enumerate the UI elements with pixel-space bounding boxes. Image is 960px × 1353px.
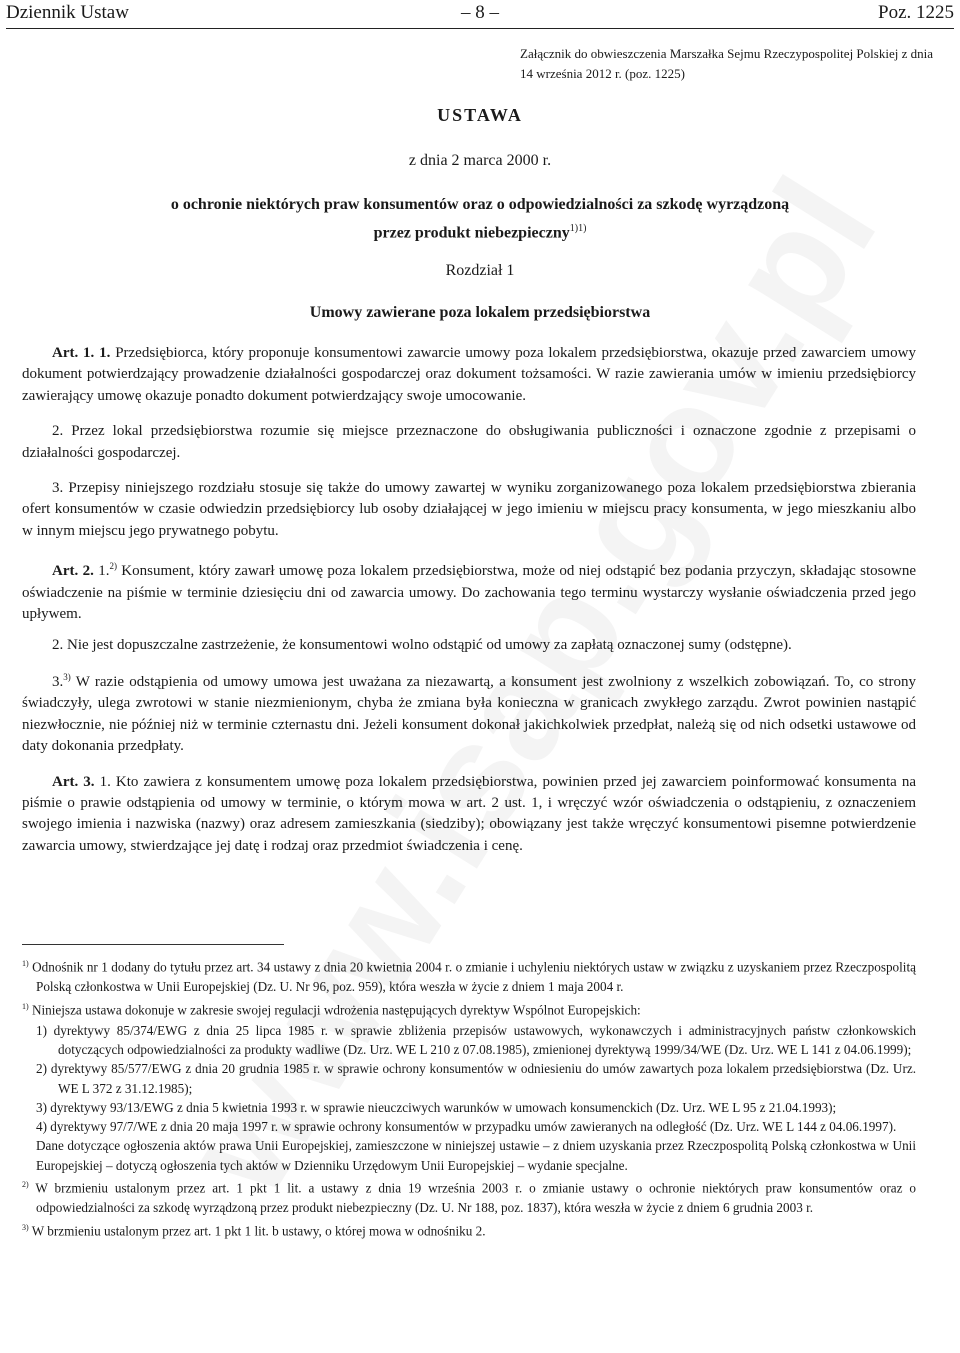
article-num: 1. [93, 563, 110, 580]
footnote-text: W brzmieniu ustalonym przez art. 1 pkt 1 lit. b ustawy, o której mowa w odnośniku 2. [28, 1223, 486, 1239]
footnote-text: Odnośnik nr 1 dodany do tytułu przez art. 34 ustawy z dnia 20 kwietnia 2004 r. o zmianie i uchyleniu niektórych ustaw w związku z uzyskaniem przez Rzeczpospolitą Polską członkostwa w Unii Europejskiej (Dz. U. Nr 96, poz. 959), która weszła w życie z dniem 1 maja 2004 r. [28, 959, 916, 994]
article-text: Przedsiębiorca, który proponuje konsumentowi zawarcie umowy poza lokalem przedsiębiorstwa, okazuje przed zawarciem umowy dokument potwierdzający prowadzenie działalności gospodarczej oraz dokument tożsamości. W razie zawierania umów w imieniu przedsiębiorcy zawierający umowę okazuje ponadto dokument potwierdzający swoje umocowanie. [22, 345, 916, 404]
footnote-mark: 1) [22, 1001, 29, 1011]
footnote [22, 1218, 916, 1241]
article-1-par-3 [22, 478, 916, 542]
article-lead: Art. 2. [52, 563, 94, 580]
annex-note: Załącznik do obwieszczenia Marszałka Sejmu Rzeczypospolitej Polskiej z dnia 14 września 2012 r. (poz. 1225) [520, 46, 933, 81]
journal-name: Dziennik Ustaw [6, 2, 129, 23]
footnote-mark: 3) [22, 1223, 29, 1233]
footnote-ref: 3) [63, 671, 71, 682]
article-lead: Art. 1. 1. [52, 345, 111, 361]
article-text: 3. Przepisy niniejszego rozdziału stosuje się także do umowy zawartej w wyniku zorganizowanego poza lokalem przedsiębiorstwa zbierania ofert konsumentów w czasie odwiedzin przedsiębiorcy lub osoby działającej w jego imieniu w miejscu pracy konsumenta, w jego mieszkaniu albo w innym miejscu jego prywatnego pobytu. [22, 480, 916, 539]
article-lead: Art. 3. [52, 773, 95, 790]
act-type-title: USTAWA [437, 105, 523, 125]
article-1-par-2 [22, 421, 916, 464]
footnote-directive: 4) dyrektywy 97/7/WE z dnia 20 maja 1997 r. w sprawie ochrony konsumentów w przypadku umów zawieranych na odległość (Dz. Urz. WE L 144 z 04.06.1997). [36, 1119, 897, 1135]
footnote-directive: 3) dyrektywy 93/13/EWG z dnia 5 kwietnia 1993 r. w sprawie nieuczciwych warunków w umowach konsumenckich (Dz. Urz. WE L 95 z 21.04.1993); [36, 1099, 837, 1115]
footnote-text: W brzmieniu ustalonym przez art. 1 pkt 1 lit. a ustawy z dnia 19 września 2003 r. o zmianie ustawy o ochronie niektórych praw konsumentów oraz o odpowiedzialności za szkodę wyrządzoną przez produkt niebezpieczny (Dz. U. Nr 188, poz. 1837), która weszła w życie z dniem 6 grudnia 2003 r. [28, 1180, 916, 1215]
footnote-note: Dane dotyczące ogłoszenia aktów prawa Unii Europejskiej, zamieszczone w niniejszej ustawie – z dniem uzyskania przez Rzeczpospolitą Polską członkostwa w Unii Europejskiej – dotyczą ogłoszenia tych aktów w Dzienniku Urzędowym Unii Europejskiej – wydanie specjalne. [36, 1138, 916, 1173]
act-subject [60, 193, 900, 245]
article-2-par-1 [22, 556, 916, 625]
act-body [22, 343, 916, 871]
position-number: Poz. 1225 [878, 2, 954, 23]
chapter-title: Umowy zawierane poza lokalem przedsiębiorstwa [309, 304, 651, 321]
page-number: – 8 – [461, 2, 499, 23]
footnote [22, 997, 916, 1020]
footnotes [22, 954, 916, 1242]
chapter-label: Rozdział 1 [445, 262, 515, 279]
footnote-divider [22, 944, 284, 945]
page-header [6, 0, 954, 29]
footnote-directive: 1) dyrektywy 85/374/EWG z dnia 25 lipca 1985 r. w sprawie zbliżenia przepisów ustawowych, wykonawczych i administracyjnych państw członkowskich dotyczących odpowiedzialności za produkty wadliwe (Dz. Urz. WE L 210 z 07.08.1985), zmienionej dyrektywą 1999/34/WE (Dz. Urz. WE L 141 z 04.06.1999); [36, 1022, 916, 1057]
act-subject-line1: o ochronie niektórych praw konsumentów oraz o odpowiedzialności za szkodę wyrządzoną [170, 196, 790, 213]
footnote-mark: 2) [22, 1180, 29, 1190]
act-subject-footnote-ref: 1)1) [569, 223, 587, 234]
article-3-par-1 [22, 772, 916, 858]
act-subject-line2: przez produkt niebezpieczny [373, 224, 570, 242]
footnote-text: Niniejsza ustawa dokonuje w zakresie swojej regulacji wdrożenia następujących dyrektyw Wspólnot Europejskich: [28, 1002, 641, 1018]
article-2-par-3 [22, 667, 916, 758]
footnote-directive: 2) dyrektywy 85/577/EWG z dnia 20 grudnia 1985 r. w sprawie ochrony konsumentów w odniesieniu do umów zawartych poza lokalem przedsiębiorstwa (Dz. Urz. WE L 372 z 31.12.1985); [36, 1061, 916, 1096]
footnote [22, 954, 916, 996]
article-text: 1. Kto zawiera z konsumentem umowę poza lokalem przedsiębiorstwa, powinien przed jej zawarciem poinformować konsumenta na piśmie o prawie odstąpienia od umowy w terminie, o którym mowa w art. 2 ust. 1, i wręczyć wzór oświadczenia o odstąpieniu, z oznaczeniem swojego imienia i nazwiska (nazwy) oraz adresem zamieszkania (siedziby); obowiązany jest także wręczyć konsumentowi pisemne potwierdzenie zawarcia umowy, stwierdzające jej datę i rodzaj oraz przedmiot świadczenia i cenę. [22, 773, 916, 854]
article-num: 3. [52, 673, 64, 690]
footnote-mark: 1) [22, 959, 29, 968]
footnote-ref: 2) [109, 561, 117, 572]
act-date: z dnia 2 marca 2000 r. [408, 152, 552, 169]
article-1-par-1 [22, 343, 916, 407]
article-text: 2. Przez lokal przedsiębiorstwa rozumie się miejsce przeznaczone do obsługiwania publiczności i oznaczone zgodnie z przepisami o działalności gospodarczej. [22, 423, 916, 461]
footnote [22, 1175, 916, 1217]
article-text: 2. Nie jest dopuszczalne zastrzeżenie, że konsumentowi wolno odstąpić od umowy za zapłatą oznaczonej sumy (odstępne). [52, 637, 792, 654]
article-2-par-2 [22, 635, 916, 656]
article-text: Konsument, który zawarł umowę poza lokalem przedsiębiorstwa, może od niej odstąpić bez podania przyczyn, składając stosowne oświadczenie na piśmie w terminie dziesięciu dni od zawarcia umowy. Do zachowania tego terminu wystarczy wysłanie oświadczenia przed jego upływem. [22, 563, 916, 623]
article-text: W razie odstąpienia od umowy umowa jest uważana za niezawartą, a konsument jest zwolniony z wszelkich zobowiązań. To, co strony świadczyły, ulega zwrotowi w stanie niezmienionym, chyba że zmiana była konieczna w granicach zwykłego zarządu. Zwrot powinien nastąpić niezwłocznie, nie później niż w terminie czternastu dni. Jeżeli konsument dokonał jakichkolwiek przedpłat, należą się od nich odsetki ustawowe od daty dokonania przedpłaty. [22, 673, 916, 755]
